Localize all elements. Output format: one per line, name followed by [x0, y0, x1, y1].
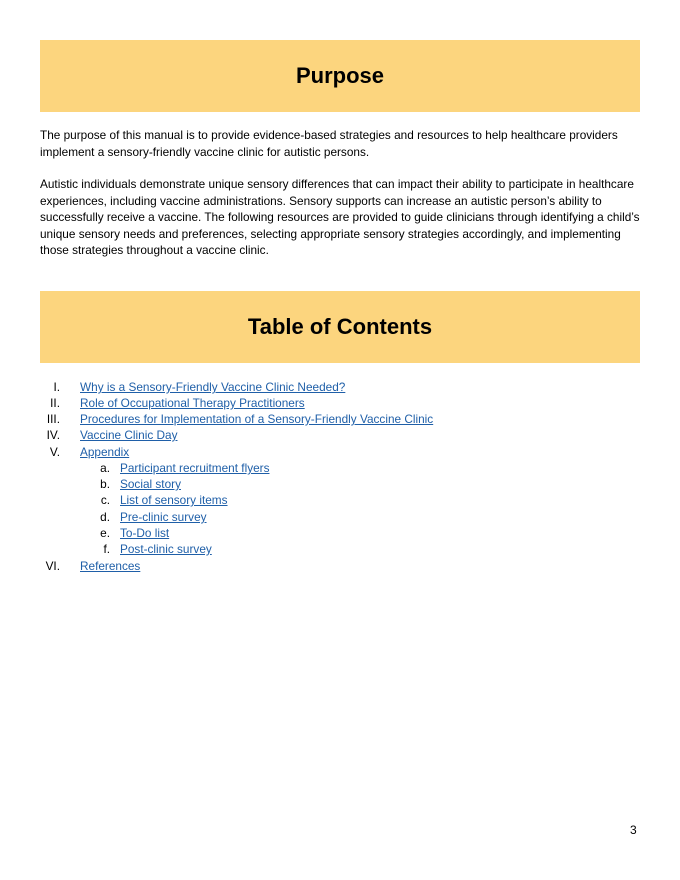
toc-number: d.	[100, 510, 110, 524]
toc-number: III.	[46, 412, 60, 426]
toc-link-social-story[interactable]: Social story	[120, 477, 181, 491]
toc-link-todo[interactable]: To-Do list	[120, 526, 170, 540]
toc-link-why-needed[interactable]: Why is a Sensory-Friendly Vaccine Clinic Needed?	[80, 380, 346, 394]
toc-link-post-survey[interactable]: Post-clinic survey	[120, 542, 212, 556]
toc-number: V.	[49, 445, 60, 459]
purpose-paragraph-1: The purpose of this manual is to provide evidence-based strategies and resources to help healthcare providers implement a sensory-friendly vaccine clinic for autistic persons.	[40, 128, 618, 159]
toc-link-flyers[interactable]: Participant recruitment flyers	[120, 461, 270, 475]
toc-number: II.	[50, 396, 60, 410]
toc-link-ot-role[interactable]: Role of Occupational Therapy Practitioners	[80, 396, 305, 410]
toc-number: IV.	[46, 428, 60, 442]
toc-link-pre-survey[interactable]: Pre-clinic survey	[120, 510, 207, 524]
page-number: 3	[630, 823, 637, 837]
toc-number: a.	[100, 461, 110, 475]
toc-number: f.	[103, 542, 110, 556]
purpose-banner	[40, 40, 640, 112]
toc-link-clinic-day[interactable]: Vaccine Clinic Day	[80, 428, 178, 442]
purpose-heading: Purpose	[295, 63, 385, 88]
toc-number: VI.	[45, 559, 60, 573]
toc-number: I.	[53, 380, 60, 394]
toc-heading: Table of Contents	[247, 314, 433, 339]
purpose-paragraph-2: Autistic individuals demonstrate unique sensory differences that can impact their ability to participate in healthcare experiences, including vaccine administrations. Sensory supports can increase an autistic person’s ability to successfully receive a vaccine. The following resources are provided to guide clinicians through identifying a child’s unique sensory needs and preferences, selecting appropriate sensory strategies accordingly, and implementing those strategies throughout a vaccine clinic.	[40, 177, 640, 257]
toc-link-sensory-items[interactable]: List of sensory items	[120, 493, 228, 507]
toc-banner	[40, 291, 640, 363]
toc-number: c.	[100, 493, 110, 507]
toc-link-appendix[interactable]: Appendix	[80, 445, 130, 459]
toc-link-procedures[interactable]: Procedures for Implementation of a Sensory-Friendly Vaccine Clinic	[80, 412, 434, 426]
toc-number: b.	[100, 477, 110, 491]
toc-link-references[interactable]: References	[80, 559, 141, 573]
toc-number: e.	[100, 526, 110, 540]
